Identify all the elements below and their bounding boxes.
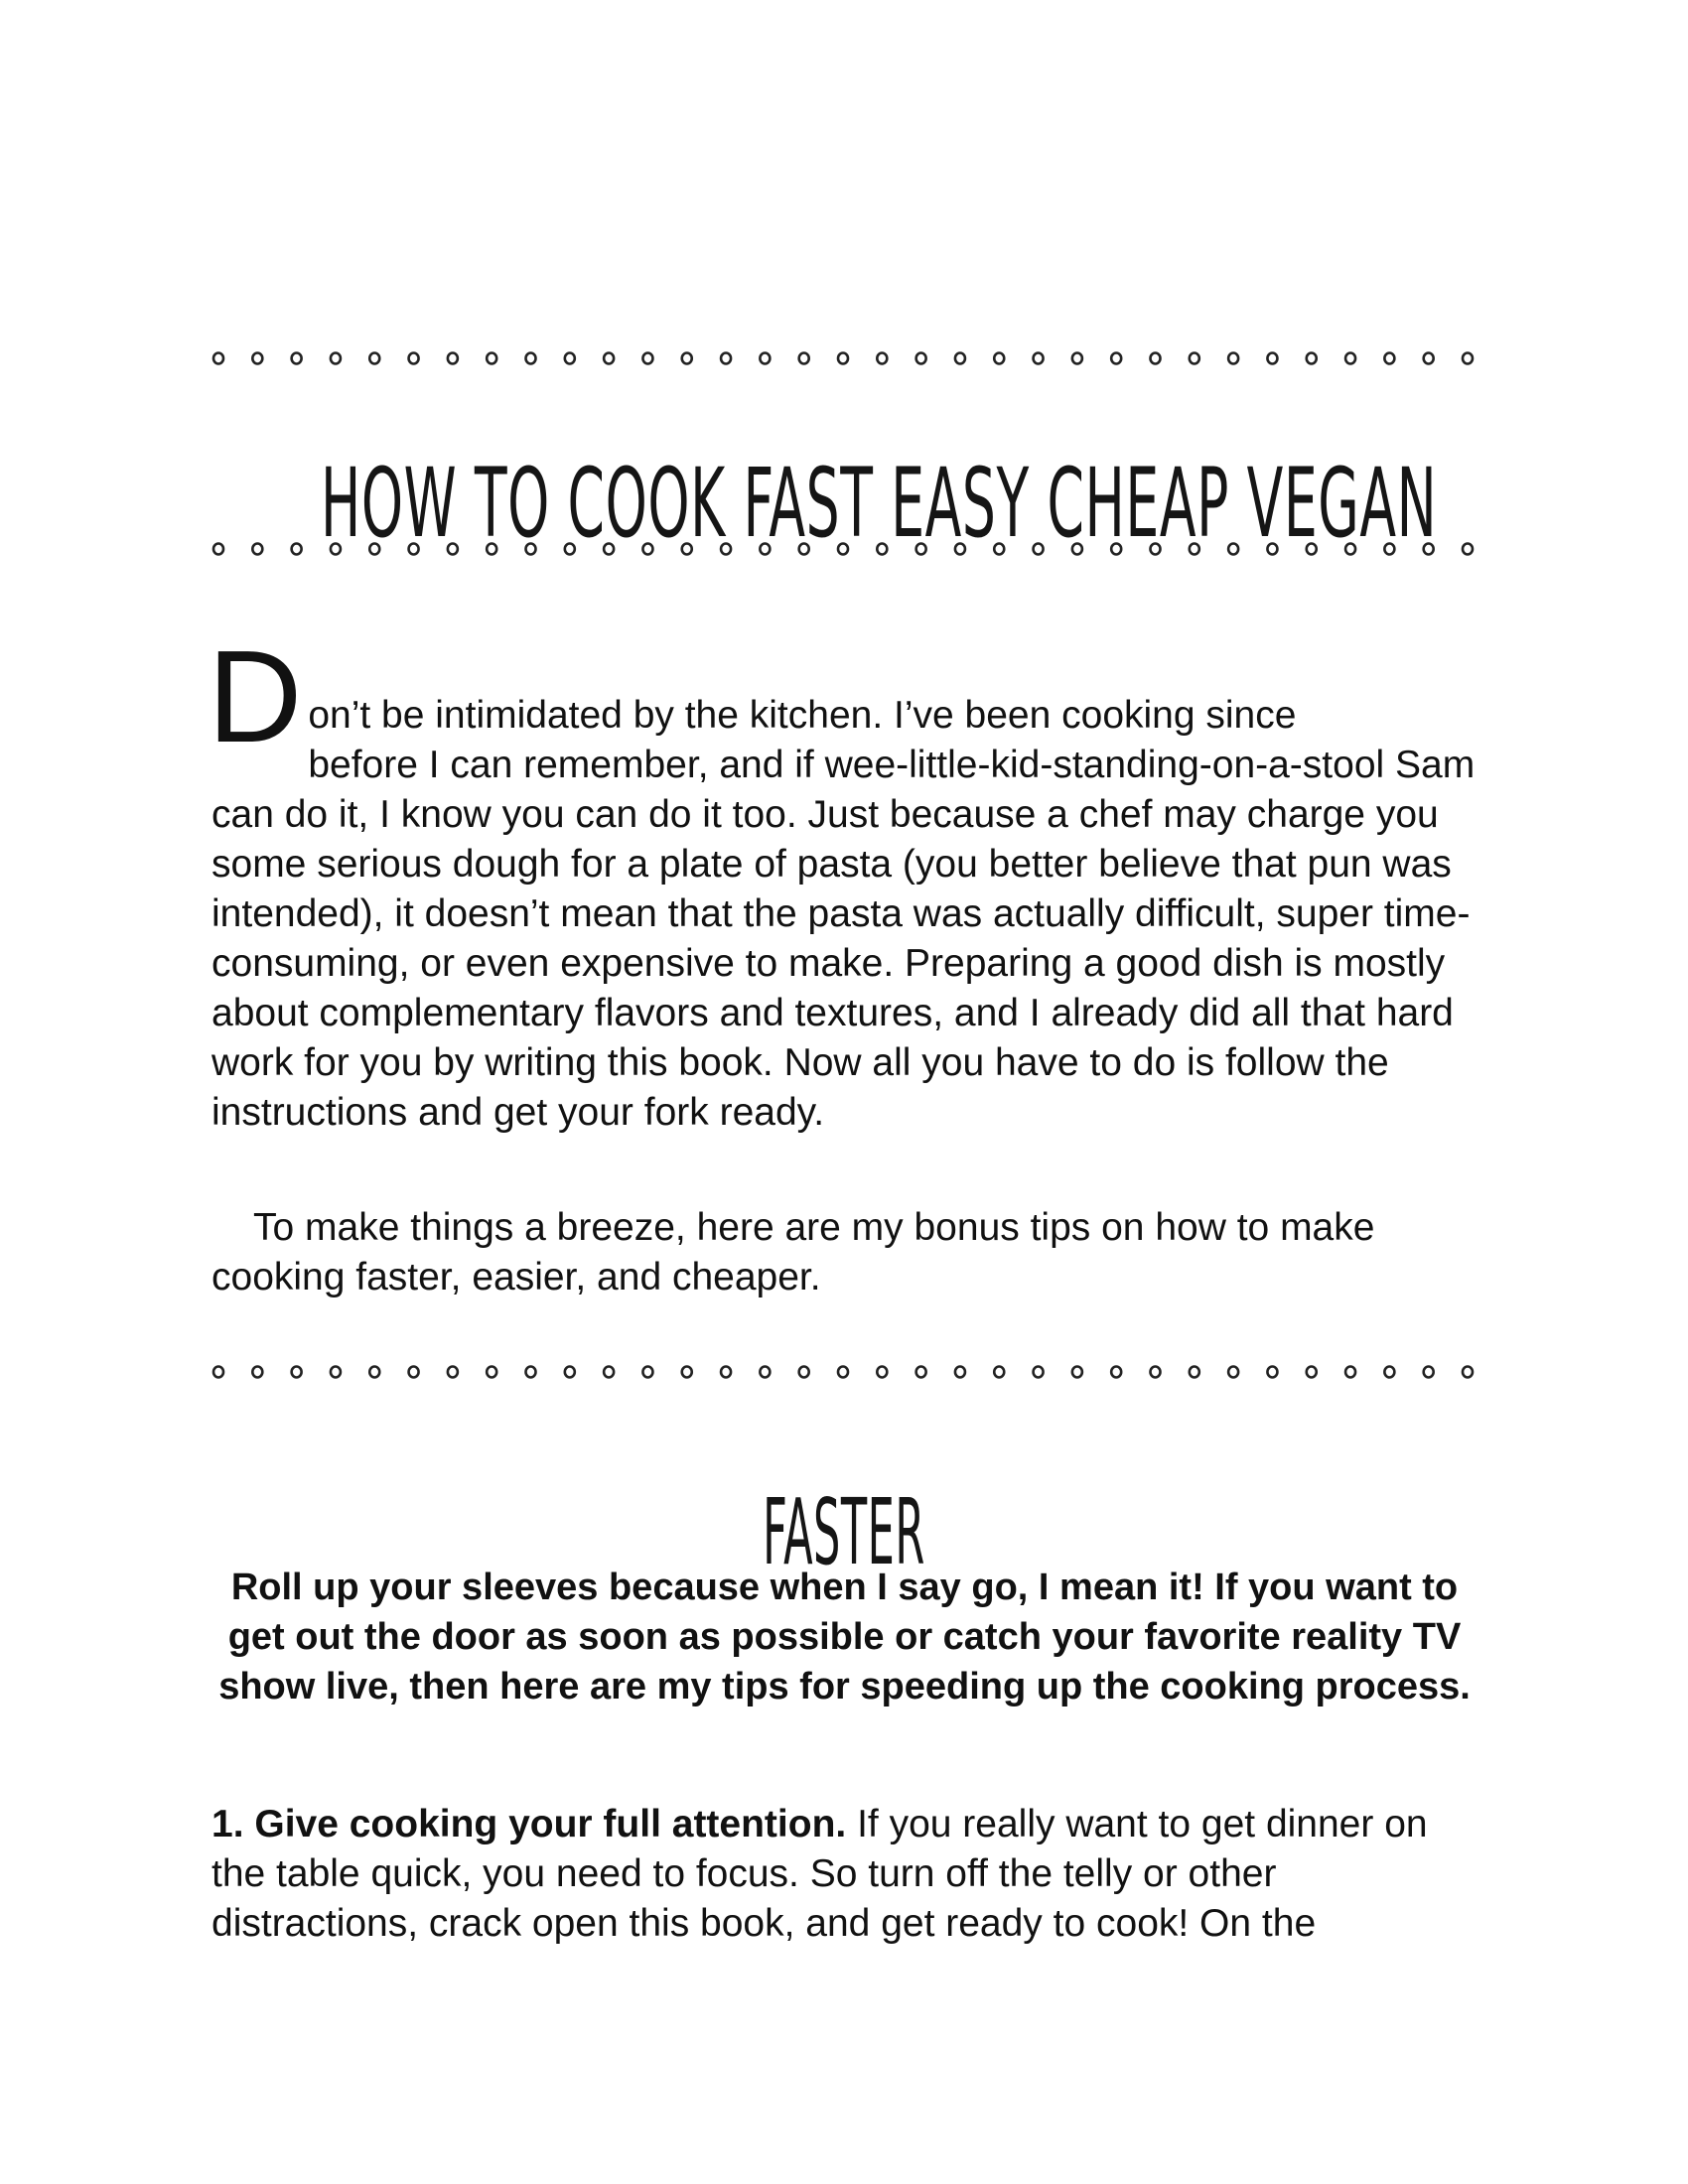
divider-dot — [1267, 353, 1277, 364]
divider-dot — [409, 353, 419, 364]
divider-dot — [1463, 353, 1473, 364]
divider-dot — [369, 1367, 379, 1378]
divider-dot — [1384, 544, 1394, 555]
section-title: FASTER — [763, 1479, 925, 1586]
divider-dot — [1267, 544, 1277, 555]
tips-intro-paragraph: To make things a breeze, here are my bonus tips on how to make cooking faster, easier, and cheaper. — [211, 1206, 1375, 1298]
divider-dot — [1345, 544, 1355, 555]
divider-dot — [721, 1367, 731, 1378]
divider-dot — [604, 353, 614, 364]
divider-dot — [487, 544, 496, 555]
divider-dot — [955, 1367, 965, 1378]
divider-dot — [1463, 1367, 1473, 1378]
dotted-divider-under-title — [211, 541, 1475, 557]
divider-dot — [213, 353, 223, 364]
divider-dot — [877, 544, 887, 555]
divider-dot — [409, 544, 419, 555]
divider-dot — [916, 353, 926, 364]
divider-dot — [1072, 353, 1082, 364]
page-title: HOW TO COOK FAST EASY CHEAP VEGAN — [321, 448, 1438, 560]
divider-dot — [642, 544, 652, 555]
divider-dot — [565, 353, 575, 364]
divider-dot — [1267, 1367, 1277, 1378]
divider-dot — [1307, 544, 1317, 555]
divider-dot — [1151, 1367, 1161, 1378]
divider-dot — [409, 1367, 419, 1378]
divider-dot — [799, 353, 809, 364]
divider-dot — [331, 1367, 341, 1378]
divider-dot — [1190, 544, 1199, 555]
divider-dot — [252, 353, 262, 364]
divider-dot — [1384, 353, 1394, 364]
divider-dot — [252, 544, 262, 555]
divider-dot — [526, 1367, 536, 1378]
divider-dot — [1307, 353, 1317, 364]
divider-dot — [1190, 1367, 1199, 1378]
divider-dot — [642, 353, 652, 364]
divider-dot — [565, 544, 575, 555]
divider-dot — [838, 353, 848, 364]
divider-dot — [1424, 353, 1434, 364]
divider-dot — [1111, 544, 1121, 555]
divider-dot — [487, 353, 496, 364]
divider-dot — [721, 353, 731, 364]
divider-dot — [682, 1367, 692, 1378]
divider-dot — [1228, 353, 1238, 364]
dotted-divider-section — [211, 1364, 1475, 1380]
divider-dot — [448, 1367, 458, 1378]
divider-dot — [1307, 1367, 1317, 1378]
divider-dot — [604, 544, 614, 555]
divider-dot — [955, 353, 965, 364]
divider-dot — [682, 544, 692, 555]
divider-dot — [1151, 353, 1161, 364]
divider-dot — [565, 1367, 575, 1378]
dotted-divider-top — [211, 350, 1475, 366]
intro-first-line: on’t be intimidated by the kitchen. I’ve been cooking since — [308, 694, 1297, 737]
divider-dot — [1072, 1367, 1082, 1378]
divider-dot — [292, 544, 302, 555]
drop-cap: D — [208, 623, 303, 769]
divider-dot — [1424, 544, 1434, 555]
divider-dot — [369, 544, 379, 555]
divider-dot — [487, 1367, 496, 1378]
divider-dot — [1463, 544, 1473, 555]
tip-text: If you really want to get dinner on the table quick, you need to focus. So turn off the telly or other distractions, crack open this book, and get ready to cook! On the — [211, 1803, 1428, 1945]
divider-dot — [1111, 353, 1121, 364]
divider-dot — [1424, 1367, 1434, 1378]
divider-dot — [838, 544, 848, 555]
divider-dot — [721, 544, 731, 555]
divider-dot — [448, 353, 458, 364]
divider-dot — [682, 353, 692, 364]
divider-dot — [760, 544, 770, 555]
divider-dot — [292, 353, 302, 364]
tip-title: 1. Give cooking your full attention. — [211, 1803, 847, 1845]
divider-dot — [331, 353, 341, 364]
divider-dot — [526, 544, 536, 555]
divider-dot — [252, 1367, 262, 1378]
divider-dot — [1111, 1367, 1121, 1378]
tip-item — [211, 1800, 1477, 1949]
intro-paragraph — [208, 623, 1477, 1138]
divider-dot — [604, 1367, 614, 1378]
divider-dot — [1345, 353, 1355, 364]
divider-dot — [994, 544, 1004, 555]
divider-dot — [877, 1367, 887, 1378]
divider-dot — [213, 544, 223, 555]
divider-dot — [799, 1367, 809, 1378]
divider-dot — [1072, 544, 1082, 555]
divider-dot — [448, 544, 458, 555]
divider-dot — [994, 353, 1004, 364]
divider-dot — [1228, 544, 1238, 555]
divider-dot — [526, 353, 536, 364]
divider-dot — [1034, 1367, 1044, 1378]
divider-dot — [1384, 1367, 1394, 1378]
divider-dot — [1228, 1367, 1238, 1378]
divider-dot — [1190, 353, 1199, 364]
divider-dot — [877, 353, 887, 364]
divider-dot — [292, 1367, 302, 1378]
divider-dot — [1034, 544, 1044, 555]
section-lead: Roll up your sleeves because when I say go, I mean it! If you want to get out the door as soon as possible or catch your favorite reality TV show live, then here are my tips for speeding up the cooking process. — [218, 1567, 1471, 1707]
divider-dot — [955, 544, 965, 555]
divider-dot — [760, 1367, 770, 1378]
divider-dot — [213, 1367, 223, 1378]
divider-dot — [642, 1367, 652, 1378]
divider-dot — [838, 1367, 848, 1378]
intro-body: before I can remember, and if wee-little-kid-standing-on-a-stool Sam can do it, I know you can do it too. Just because a chef may charge you some serious dough for a plate of pasta (you better believe that pun was intended), it doesn’t mean that the pasta was actually difficult, super time-consuming, or even expensive to make. Preparing a good dish is mostly about complementary flavors and textures, and I already did all that hard work for you by writing this book. Now all you have to do is follow the instructions and get your fork ready. — [211, 744, 1476, 1134]
divider-dot — [916, 1367, 926, 1378]
divider-dot — [1345, 1367, 1355, 1378]
divider-dot — [799, 544, 809, 555]
divider-dot — [760, 353, 770, 364]
divider-dot — [1151, 544, 1161, 555]
divider-dot — [369, 353, 379, 364]
divider-dot — [994, 1367, 1004, 1378]
divider-dot — [916, 544, 926, 555]
divider-dot — [1034, 353, 1044, 364]
divider-dot — [331, 544, 341, 555]
